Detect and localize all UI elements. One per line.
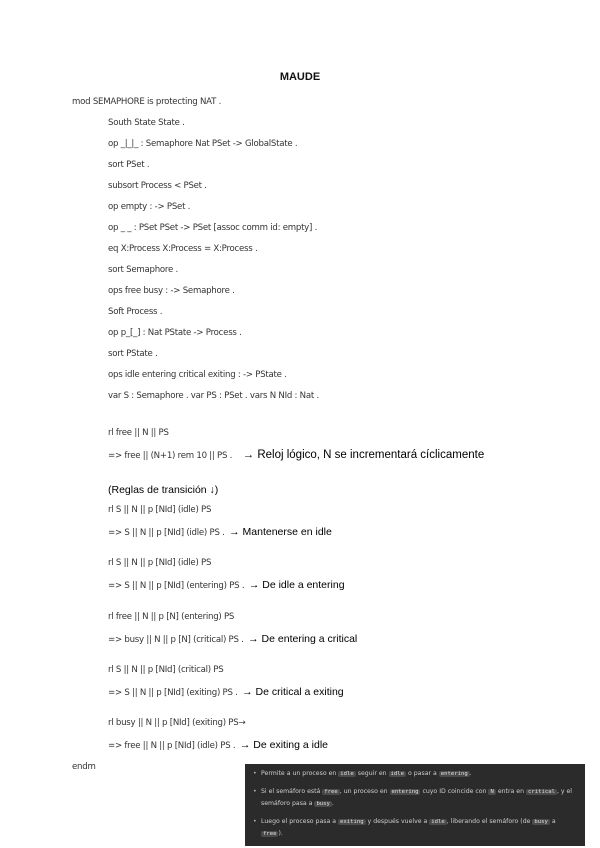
declaration-line: Soft Process . (108, 307, 163, 317)
rule-rhs-code: => S || N || p [NId] (idle) PS . (108, 528, 225, 538)
rule-lhs: rl S || N || p [NId] (idle) PS (108, 505, 212, 515)
notes-list-item: • Luego el proceso pasa a exiting y después vuelve a idle , liberando el semáforo (de busy a free ). (253, 816, 579, 840)
notes-list-item: • Permite a un proceso en idle seguir en idle o pasar a entering . (253, 768, 579, 780)
inline-code: critical (527, 789, 555, 795)
declaration-line: op _ _ : PSet PSet -> PSet [assoc comm id: empty] . (108, 223, 318, 233)
inline-code: idle (340, 771, 354, 777)
declaration-line: sort Semaphore . (108, 265, 179, 275)
module-header: mod SEMAPHORE is protecting NAT . (72, 97, 222, 107)
document-title: MAUDE (279, 71, 321, 83)
declaration-line: eq X:Process X:Process = X:Process . (108, 244, 258, 254)
clock-rule-note: → Reloj lógico, N se incrementará cíclicamente (242, 449, 485, 461)
rule-rhs (108, 633, 357, 645)
clock-rule-rhs-code: => free || (N+1) rem 10 || PS . (108, 451, 233, 461)
notes-list (253, 768, 579, 840)
inline-code: free (324, 789, 338, 795)
transitions-heading: (Reglas de transición ↓) (108, 484, 219, 496)
rule-rhs (108, 526, 332, 538)
declaration-line: ops idle entering critical exiting : -> PState . (108, 370, 287, 380)
inline-code: N (490, 789, 494, 795)
inline-code: exiting (340, 819, 364, 825)
declaration-line: sort PState . (108, 349, 158, 359)
inline-code: busy (316, 801, 330, 807)
rule-lhs: rl free || N || p [N] (entering) PS (108, 612, 235, 622)
rule-rhs-code: => free || N || p [NId] (idle) PS . (108, 741, 236, 751)
rule-rhs (108, 579, 345, 591)
inline-code: free (263, 831, 277, 837)
declaration-line: op empty : -> PSet . (108, 202, 191, 212)
rule-rhs-code: => S || N || p [NId] (exiting) PS . (108, 688, 238, 698)
declaration-line: sort PSet . (108, 160, 150, 170)
rule-rhs-code: => busy || N || p [N] (critical) PS . (108, 635, 244, 645)
declaration-line: South State State . (108, 118, 185, 128)
rule-rhs (108, 739, 328, 751)
inline-code: entering (440, 771, 468, 777)
clock-rule-rhs (108, 449, 484, 461)
inline-code: idle (390, 771, 405, 777)
clock-rule-lhs: rl free || N || PS (108, 428, 169, 438)
declaration-line: op p_[_] : Nat PState -> Process . (108, 328, 242, 338)
rule-rhs-code: => S || N || p [NId] (entering) PS . (108, 581, 245, 591)
inline-code: entering (391, 789, 419, 795)
module-end: endm (72, 762, 96, 772)
declaration-line: subsort Process < PSet . (108, 181, 207, 191)
rule-note: → Mantenerse en idle (229, 526, 332, 538)
notes-screenshot-box (245, 764, 585, 846)
rule-rhs (108, 686, 344, 698)
notes-list-item: • Si el semáforo está free , un proceso en entering cuyo ID coincide con N entra en critical , y el semáforo pasa a busy . (253, 786, 579, 810)
declaration-line: ops free busy : -> Semaphore . (108, 286, 235, 296)
inline-code: busy (534, 819, 548, 825)
declaration-line: var S : Semaphore . var PS : PSet . vars N NId : Nat . (108, 391, 319, 401)
rule-note: → De critical a exiting (242, 686, 344, 698)
rule-lhs: rl S || N || p [NId] (critical) PS (108, 665, 224, 675)
rule-note: → De entering a critical (248, 633, 358, 645)
inline-code: idle (431, 819, 445, 825)
rule-note: → De idle a entering (248, 579, 345, 591)
rule-lhs: rl busy || N || p [NId] (exiting) PS→ (108, 718, 246, 728)
rule-lhs: rl S || N || p [NId] (idle) PS (108, 558, 212, 568)
declaration-line: op _|_|_ : Semaphore Nat PSet -> GlobalState . (108, 139, 298, 149)
rule-note: → De exiting a idle (239, 739, 328, 751)
